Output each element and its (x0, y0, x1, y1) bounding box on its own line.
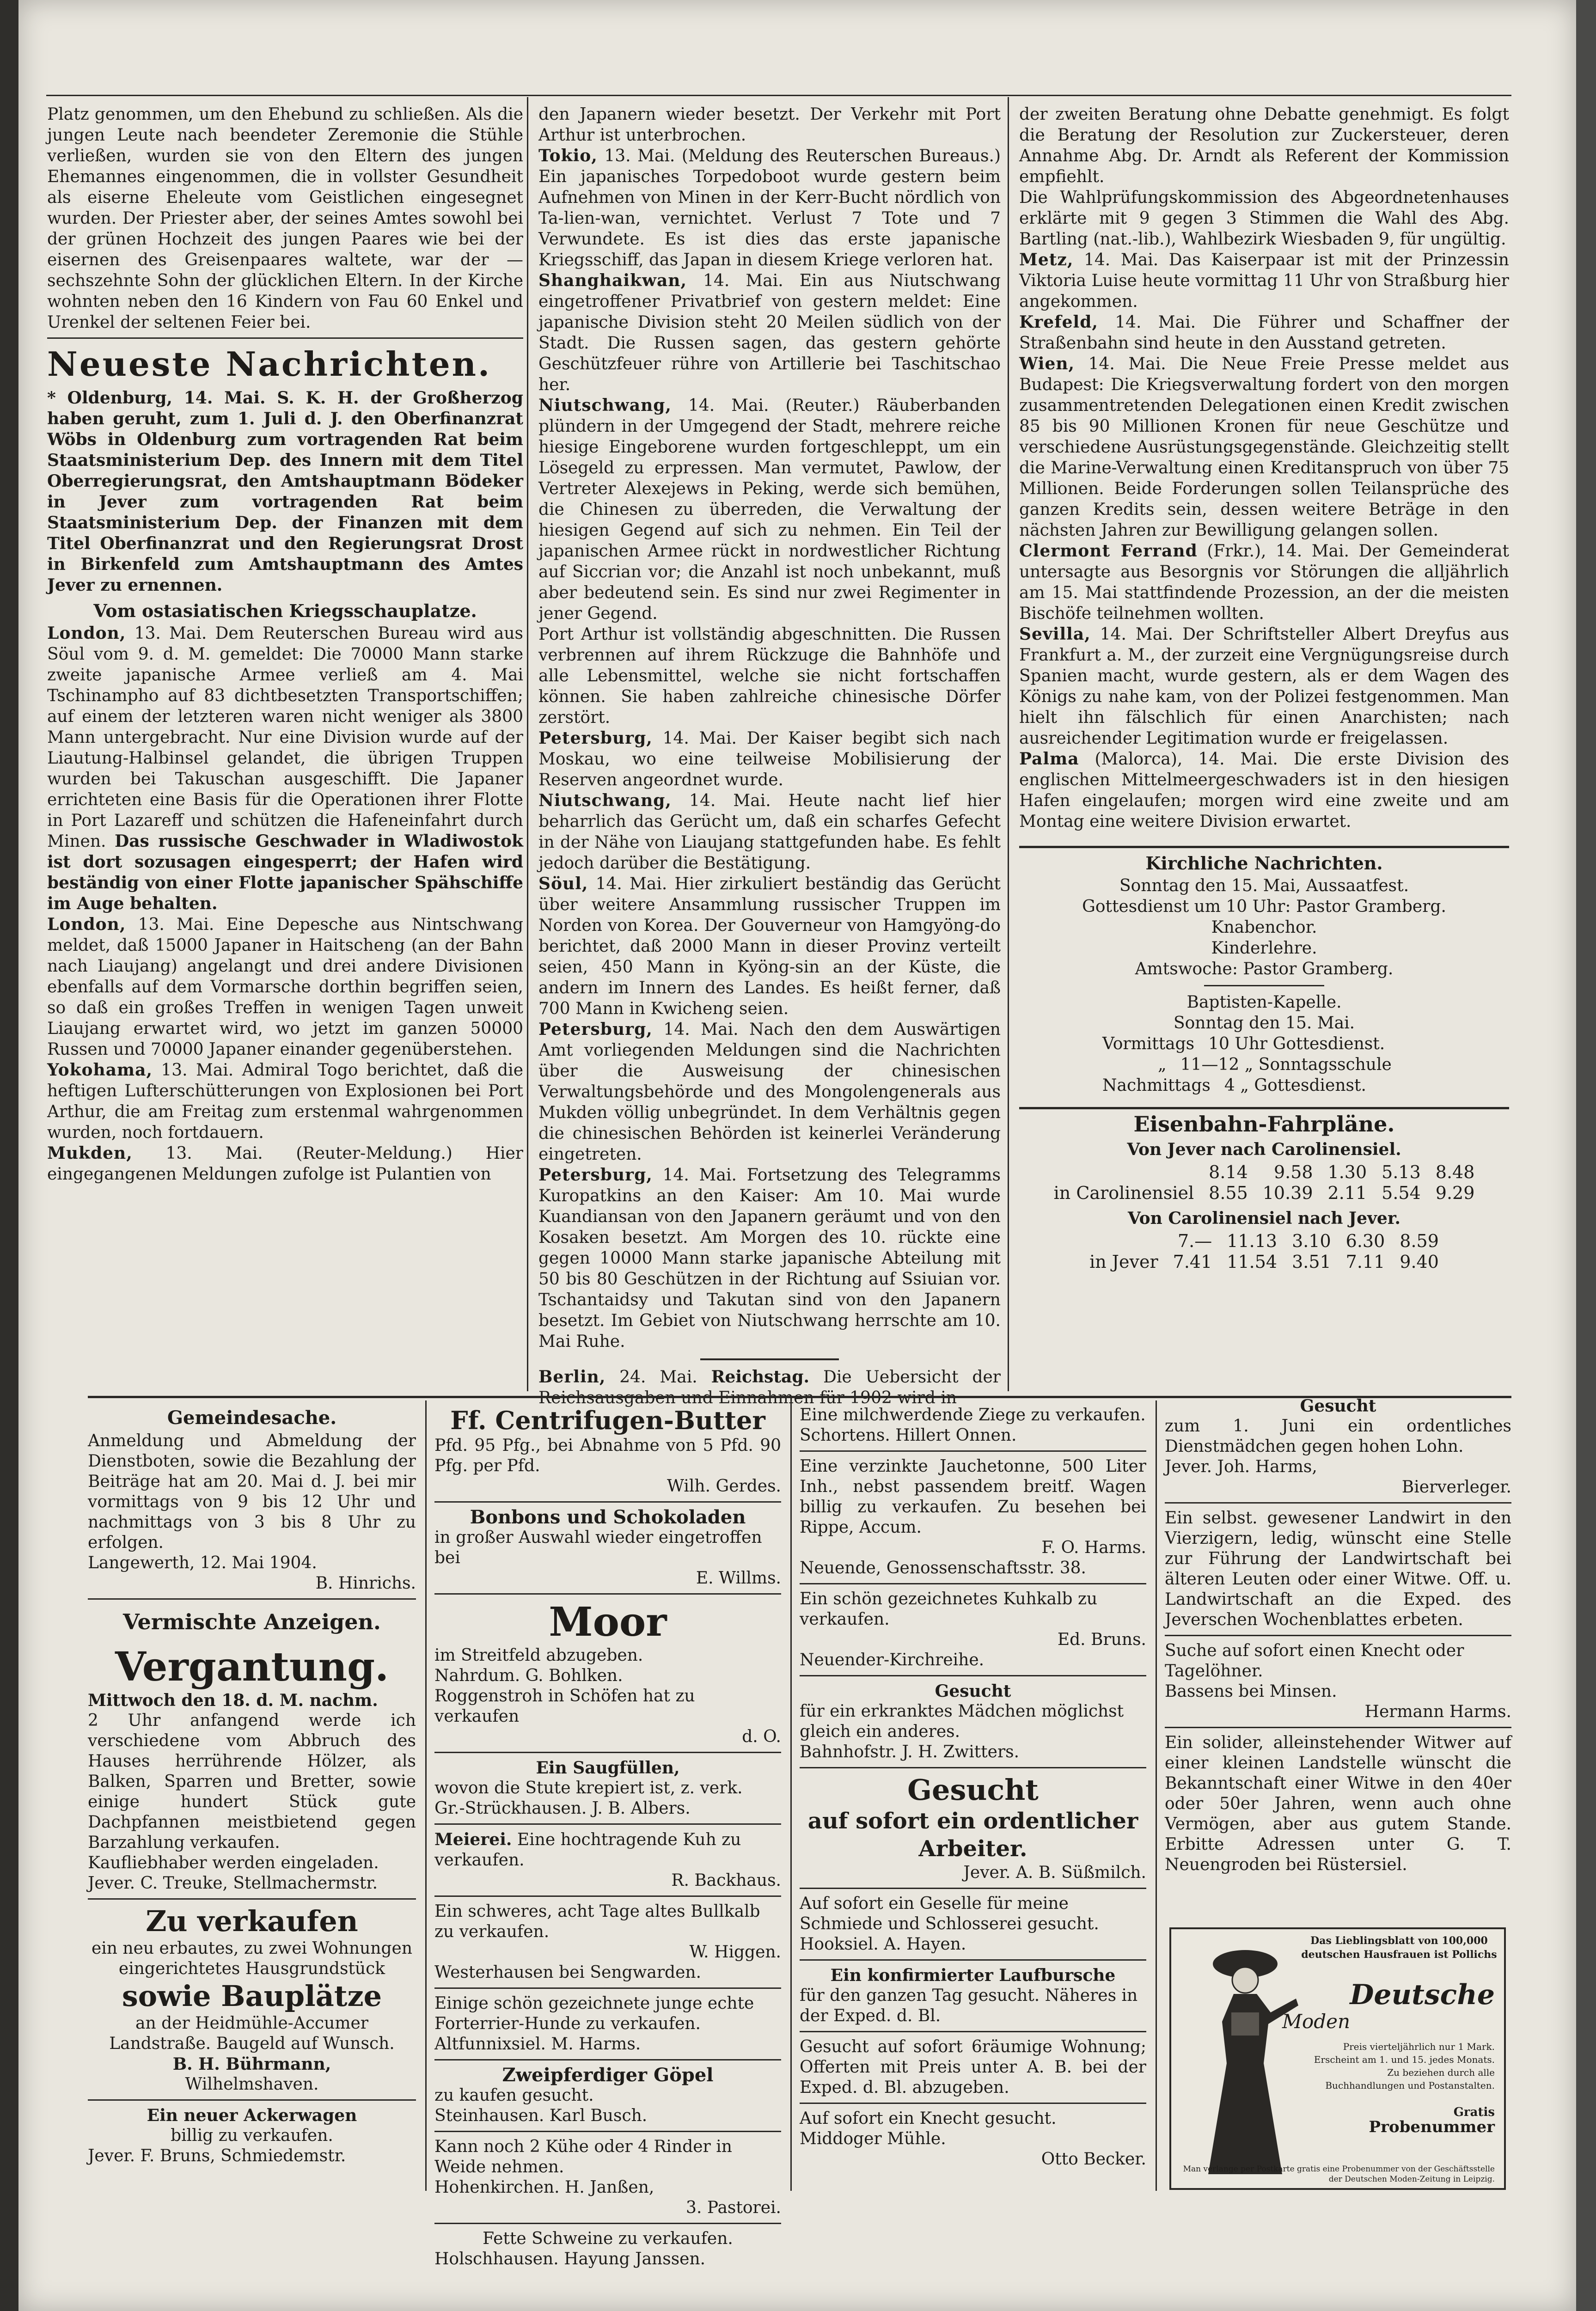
separator (800, 1767, 1146, 1768)
ad-body: im Streitfeld abzugeben. (434, 1646, 643, 1665)
timetable-row: 7.— 11.13 3.10 6.30 8.59 (1178, 1231, 1439, 1251)
separator (47, 337, 523, 339)
niutschwang-article-1: Niutschwang, 14. Mai. (Reuter.) Räuberbanden plündern in der Umgegend der Stadt, mehrere reiche hiesige Eingeborene wurden fortgeschleppt, um ein Lösegeld zu erpressen. Man vermutet, Pawlow, der Vertreter Alexejews in Peking, werde sich bemühen, die Chinesen zu überreden, die Verwaltung der hiesigen Gegend auf sich zu nehmen. Ein Teil der japanischen Armee rückt in nordwestlicher Richtung auf Siccrian vor; die Anzahl ist noch unbekannt, muß aber bedeutend sein. Es sind nur zwei Regimenter in jener Gegend. (538, 396, 1001, 623)
ads-column-c (800, 1405, 1146, 2170)
ad-body: zu kaufen gesucht. (434, 2086, 594, 2105)
ad-body: Gesucht auf sofort 6räumige Wohnung; Offerten mit Preis unter A. B. bei der Exped. d. Bl. abzugeben. (800, 2037, 1146, 2097)
ad-signature: Otto Becker. (1041, 2150, 1146, 2169)
london-article-1: London, 13. Mai. Dem Reuterschen Bureau wird aus Söul vom 9. d. M. gemeldet: Die 70000 Mann starke zweite japanische Armee verließ am 4. Mai Tschinampho auf 83 dichtbesetzten Transportschiffen; auf einem der letzteren waren nicht weniger als 3800 Mann untergebracht. Nur eine Division wurde auf der Liautung-Halbinsel gelandet, die übrigen Truppen wurden bei Takuschan ausgeschifft. Die Japaner errichteten eine Basis für die Operationen ihrer Flotte in Port Lazareff und schützen die Hafeneinfahrt durch Minen. Das russische Geschwader in Wladiwostok ist dort sozusagen eingesperrt; der Hafen wird beständig von einer Flotte japanischer Spähschiffe im Auge behalten. (47, 624, 523, 913)
timetable-row: 8.14 9.58 1.30 5.13 8.48 (1209, 1162, 1475, 1182)
separator (88, 2099, 416, 2101)
timetable-1 (1046, 1162, 1482, 1204)
ad-signature: Jever. A. B. Süßmilch. (963, 1863, 1146, 1882)
ads-rule-1 (425, 1400, 427, 2191)
church-line: Sonntag den 15. Mai, Aussaatfest. (1119, 876, 1409, 895)
ad-body: Suche auf sofort einen Knecht oder Tagelöhner. (1165, 1641, 1464, 1681)
ad-body: auf sofort ein ordentlicher Arbeiter. (807, 1808, 1138, 1862)
london-article-2: London, 13. Mai. Eine Depesche aus Nintschwang meldet, daß 15000 Japaner in Haitscheng (an der Bahn nach Liaujang) angelangt und drei andere Divisionen ebenfalls auf dem Vormarsche dorthin begriffen seien, so daß ein großes Treffen in wenigen Tagen unweit Liaujang erwartet wird, wo jetzt im ganzen 50000 Russen und 70000 Japaner einander gegenüberstehen. (47, 915, 523, 1059)
ad-title: Zu verkaufen (146, 1904, 358, 1938)
timetable-row: in Carolinensiel 8.55 10.39 2.11 5.54 9.29 (1053, 1183, 1475, 1203)
berlin-article: Berlin, 24. Mai. Reichstag. Die Uebersicht der (538, 1367, 1001, 1387)
ad-body: Eine milchwerdende Ziege zu verkaufen. (800, 1406, 1146, 1425)
ad-signature: R. Backhaus. (671, 1871, 781, 1890)
ad-signature: Altfunnixsiel. M. Harms. (434, 2035, 641, 2054)
ad-title: Gemeindesache. (167, 1407, 337, 1429)
ads-column-d (1165, 1396, 1511, 1875)
ad-title: Ein Saugfüllen, (536, 1758, 680, 1778)
ads-rule-3 (1156, 1400, 1157, 2191)
moden-gratis: Gratis Probenummer (1369, 2105, 1495, 2136)
ad-signature: Middoger Mühle. (800, 2129, 946, 2148)
separator (800, 1450, 1146, 1452)
ad-body: an der Heidmühle-Accumer Landstraße. Baugeld auf Wunsch. (109, 2014, 395, 2053)
column-3 (1019, 104, 1509, 1272)
ad-signature: Bahnhofstr. J. H. Zwitters. (800, 1742, 1020, 1761)
ads-rule-2 (790, 1400, 792, 2191)
ad-title: Zweipferdiger Göpel (502, 2064, 714, 2086)
separator (800, 2103, 1146, 2104)
ad-signature: E. Willms. (696, 1569, 781, 1588)
ad-body: Kann noch 2 Kühe oder 4 Rinder in Weide nehmen. (434, 2137, 732, 2176)
route-title: Von Carolinensiel nach Jever. (1127, 1209, 1401, 1228)
ad-body: Kaufliebhaber werden eingeladen. (88, 1853, 379, 1872)
timetable-2 (1082, 1231, 1446, 1272)
separator (88, 1898, 416, 1900)
ad-signature: Nahrdum. G. Bohlken. (434, 1666, 623, 1685)
railway-title: Eisenbahn-Fahrpläne. (1133, 1112, 1395, 1137)
ad-body: Roggenstroh in Schöfen hat zu verkaufen (434, 1687, 695, 1726)
route-title: Von Jever nach Carolinensiel. (1127, 1140, 1401, 1159)
subheading-war: Vom ostasiatischen Kriegsschauplatze. (93, 600, 477, 621)
church-line: Kinderlehre. (1211, 939, 1317, 958)
ad-body: für ein erkranktes Mädchen möglichst gleich ein anderes. (800, 1702, 1124, 1741)
separator (434, 1823, 781, 1825)
ad-signature: Jever. F. Bruns, Schmiedemstr. (88, 2146, 346, 2165)
ad-body: Ein selbst. gewesener Landwirt in den Vierzigern, ledig, wünscht eine Stelle zur Führung der Landwirtschaft bei älteren Leuten oder einer Witwe. Off. u. Landwirtschaft an die Exped. des Jeverschen Wochenblattes erbeten. (1165, 1509, 1511, 1629)
baptist-row: „ 11—12 „ Sonntagsschule (1158, 1055, 1392, 1074)
ad-body: Ein solider, alleinstehender Witwer auf einer kleinen Landstelle wünscht die Bekanntschaft einer Witwe in den 40er oder 50er Jahren, wenn auch ohne Vermögen, aber aus gutem Stande. Erbitte Adressen unter G. T. Neuengroden bei Rüstersiel. (1165, 1733, 1511, 1874)
ad-body: 2 Uhr anfangend werde ich verschiedene vom Abbruch des Hauses herrührende Hölzer, als Balken, Sparren und Bretter, sowie einige hundert Stück gute Dachpfannen meistbietend gegen Barzahlung verkaufen. (88, 1711, 416, 1852)
port-arthur-article: Port Arthur ist vollständig abgeschnitten. Die Russen verbrennen auf ihrem Rückzuge die Bahnhöfe und alle Lebensmittel, welche sie nicht fortschaffen können. Sie haben zahlreiche chinesische Dörfer zerstört. (538, 625, 1001, 727)
ad-signature: W. Higgen. (689, 1943, 781, 1962)
moden-title: Deutsche (1350, 1979, 1495, 2011)
palma-article: Palma (Malorca), 14. Mai. Die erste Division des englischen Mittelmeergeschwaders ist in den hiesigen Hafen eingelaufen; morgen wird eine zweite und am Montag eine weitere Division erwartet. (1019, 749, 1509, 831)
moden-tagline: Das Lieblingsblatt von 100,000 deutschen Hausfrauen ist Pollichs (1301, 1935, 1497, 1961)
separator (800, 1959, 1146, 1961)
ad-place: Westerhausen bei Sengwarden. (434, 1963, 702, 1982)
ad-signature: d. O. (742, 1727, 781, 1746)
separator (434, 1752, 781, 1753)
column-rule-2 (1008, 97, 1009, 1391)
separator (800, 1888, 1146, 1889)
column-rule-1 (527, 97, 528, 1391)
moden-footnote: Man verlange per Postkarte gratis eine Probenummer von der Geschäftsstelle der Deutschen Moden-Zeitung in Leipzig. (1183, 2164, 1495, 2184)
ad-title: Ff. Centrifugen-Butter (450, 1406, 765, 1435)
separator (1165, 1727, 1511, 1728)
ad-signature: Ed. Bruns. (1057, 1630, 1146, 1649)
ad-signature: Bierverleger. (1401, 1478, 1511, 1497)
binding-edge (0, 0, 18, 2311)
niutschwang-article-2: Niutschwang, 14. Mai. Heute nacht lief hier beharrlich das Gerücht um, daß ein scharfes Gefecht in der Nähe von Liaujang stattgefunden habe. Es fehlt jedoch darüber die Bestätigung. (538, 791, 1001, 873)
ad-signature: B. H. Bührmann, (172, 2054, 331, 2074)
baptist-row: Vormittags 10 Uhr Gottesdienst. (1102, 1034, 1385, 1053)
ad-signature: Jever. Joh. Harms, (1165, 1457, 1317, 1476)
wahlpruefung-article: Die Wahlprüfungskommission des Abgeordnetenhauses erklärte mit 9 gegen 3 Stimmen die Wahl des Abg. Bartling (nat.-lib.), Wahlbezirk Wiesbaden 9, für ungültig. (1019, 188, 1509, 249)
timetable-row: in Jever 7.41 11.54 3.51 7.11 9.40 (1089, 1252, 1439, 1272)
shanghaikwan-article: Shanghaikwan, 14. Mai. Ein aus Niutschwang eingetroffener Privatbrief von gestern meldet: Eine japanische Division steht 20 Meilen südlich von der Stadt. Die Russen sagen, das gestern gehörte Geschützfeuer rühre von Artillerie bei Taschitschao her. (538, 271, 1001, 394)
ad-body: in großer Auswahl wieder eingetroffen bei (434, 1528, 762, 1567)
metz-article: Metz, 14. Mai. Das Kaiserpaar ist mit der Prinzessin Viktoria Luise heute vormittag 11 Uhr von Straßburg hier angekommen. (1019, 250, 1509, 311)
ads-column-a (88, 1405, 416, 2166)
ad-place: Langewerth, 12. Mai 1904. (88, 1553, 317, 1572)
separator (434, 2131, 781, 2132)
section-headline: Neueste Nachrichten. (47, 344, 492, 384)
separator (434, 1987, 781, 1989)
ad-body: wovon die Stute krepiert ist, z. verk. (434, 1779, 743, 1797)
article-continued: den Japanern wieder besetzt. Der Verkehr mit Port Arthur ist unterbrochen. (538, 105, 1001, 145)
separator (800, 1675, 1146, 1676)
ad-signature: B. Hinrichs. (315, 1574, 416, 1593)
soul-article: Söul, 14. Mai. Hier zirkuliert beständig das Gerücht über weitere Ansammlung russischer Truppen im Norden von Korea. Der Gouverneur von Hamgyöng-do berichtet, daß 2000 Mann in dieser Provinz verteilt seien, 450 Mann in Kyöng-sin an der Küste, die andern im Innern des Landes. Es heißt ferner, daß 700 Mann in Kwicheng seien. (538, 874, 1001, 1018)
separator (434, 1895, 781, 1897)
petersburg-article-1: Petersburg, 14. Mai. Der Kaiser begibt sich nach Moskau, wo eine teilweise Mobilisierung der Reserven angeordnet wurde. (538, 728, 1001, 789)
petersburg-article-3: Petersburg, 14. Mai. Fortsetzung des Telegramms Kuropatkins an den Kaiser: Am 10. Mai wurde Kuandiansan von den Japanern geräumt und von den Kosaken besetzt. Am Morgen des 10. rückte eine gegen 10000 Mann starke japanische Abteilung mit 50 bis 80 Geschützen in der Richtung auf Ssiuian vor. Tschantaidsy und Takutan sind von den Japanern besetzt. Im Gebiet von Niutschwang herrschte am 10. Mai Ruhe. (538, 1165, 1001, 1351)
ad-title: Vermischte Anzeigen. (123, 1609, 381, 1634)
ad-signature: Wilhelmshaven. (185, 2075, 319, 2094)
ad-title: Moor (549, 1599, 667, 1645)
clermont-article: Clermont Ferrand (Frkr.), 14. Mai. Der Gemeinderat untersagte aus Besorgnis vor Störungen die alljährlich am 15. Mai stattfindende Prozession, an der die meisten Bischöfe teilnehmen wollten. (1019, 541, 1509, 623)
moden-advertisement (1169, 1927, 1506, 2190)
column-1 (47, 104, 523, 1185)
ad-title: Gesucht (935, 1681, 1011, 1701)
separator (434, 2059, 781, 2060)
ad-body: Ein schön gezeichnetes Kuhkalb zu verkaufen. (800, 1590, 1098, 1629)
mukden-article: Mukden, 13. Mai. (Reuter-Meldung.) Hier eingegangenen Meldungen zufolge ist Pulantien von (47, 1143, 523, 1184)
ad-place: Bassens bei Minsen. (1165, 1682, 1337, 1701)
ad-body: ein neu erbautes, zu zwei Wohnungen eingerichtetes Hausgrundstück (91, 1939, 413, 1978)
ad-body: Einige schön gezeichnete junge echte Forterrier-Hunde zu verkaufen. (434, 1994, 754, 2033)
ad-body: Pfd. 95 Pfg., bei Abnahme von 5 Pfd. 90 Pfg. per Pfd. (434, 1436, 781, 1475)
ad-body: für den ganzen Tag gesucht. Näheres in der Exped. d. Bl. (800, 1986, 1138, 2025)
ad-body: Auf sofort ein Geselle für meine Schmiede und Schlosserei gesucht. (800, 1894, 1099, 1933)
woman-illustration-icon (1190, 1943, 1301, 2179)
church-line: Knabenchor. (1211, 918, 1317, 937)
church-line: Amtswoche: Pastor Gramberg. (1135, 960, 1394, 978)
ad-place: Neuende, Genossenschaftsstr. 38. (800, 1559, 1086, 1577)
petersburg-article-2: Petersburg, 14. Mai. Nach den dem Auswärtigen Amt vorliegenden Meldungen sind die Nachrichten über die Ausweisung der chinesischen Verwaltungsbehörde und des Mongolengenerals aus Mukden völlig unbegründet. In dem Verhältnis gegen die chinesischen Behörden ist keinerlei Veränderung eingetreten. (538, 1020, 1001, 1164)
church-line: Gottesdienst um 10 Uhr: Pastor Gramberg. (1082, 897, 1446, 916)
ads-column-b (434, 1405, 781, 2269)
sevilla-article: Sevilla, 14. Mai. Der Schriftsteller Albert Dreyfus aus Frankfurt a. M., der zurzeit eine Vergnügungsreise durch Spanien macht, wurde gestern, als er dem Wagen des Königs zu nahe kam, von der Polizei festgenommen. Man hielt ihn fälschlich für einen Anarchisten; nach ausreichender Legitimation wurde er freigelassen. (1019, 624, 1509, 748)
ad-title: Ein konfirmierter Laufbursche (830, 1966, 1116, 1985)
yokohama-article: Yokohama, 13. Mai. Admiral Togo berichtet, daß die heftigen Lufterschütterungen von Explosionen bei Port Arthur, die am Freitag zum erstenmal wahrgenommen wurden, noch fortdauern. (47, 1060, 523, 1142)
newspaper-page (18, 0, 1576, 2311)
separator (1165, 1502, 1511, 1504)
separator (800, 1583, 1146, 1584)
ad-body: Eine verzinkte Jauchetonne, 500 Liter Inh., nebst passendem breitf. Wagen billig zu verkaufen. Zu besehen bei Rippe, Accum. (800, 1457, 1146, 1537)
moden-info: Preis vierteljährlich nur 1 Mark. Erscheint am 1. und 15. jedes Monats. Zu beziehen durch alle Buchhandlungen und Postanstalten. (1314, 2041, 1495, 2091)
ad-signature: 3. Pastorei. (686, 2198, 781, 2217)
separator (88, 1598, 416, 1600)
ad-place: Neuender-Kirchreihe. (800, 1651, 985, 1669)
ad-title: Gesucht (907, 1773, 1039, 1807)
baptist-title: Baptisten-Kapelle. (1186, 993, 1342, 1012)
separator (1019, 1107, 1509, 1109)
ad-signature: Holschhausen. Hayung Janssen. (434, 2250, 706, 2268)
ad-title: Vergantung. (115, 1644, 389, 1690)
ad-body: zum 1. Juni ein ordentliches Dienstmädchen gegen hohen Lohn. (1165, 1417, 1511, 1456)
short-rule (1204, 985, 1324, 986)
church-news-title: Kirchliche Nachrichten. (1145, 853, 1383, 874)
ad-signature: Hooksiel. A. Hayen. (800, 1935, 966, 1954)
top-rule (46, 95, 1511, 96)
ad-body: Fette Schweine zu verkaufen. (483, 2229, 733, 2248)
separator (434, 2223, 781, 2224)
ad-body: Meierei. Eine hochtragende Kuh zu verkaufen. (434, 1830, 741, 1870)
reichstag-continued: der zweiten Beratung ohne Debatte genehmigt. Es folgt die Beratung der Resolution zur Zuckersteuer, deren Annahme Abg. Dr. Arndt als Referent der Kommission empfiehlt. (1019, 105, 1509, 186)
oldenburg-article: * Oldenburg, 14. Mai. S. K. H. der Großherzog haben geruht, zum 1. Juli d. J. den Oberfinanzrat Wöbs in Oldenburg zum vortragenden Rat beim Staatsministerium Dep. des Innern mit dem Titel Oberregierungsrat, den Amtshauptmann Bödeker in Jever zum vortragenden Rat beim Staatsministerium Dep. der Finanzen mit dem Titel Oberfinanzrat und den Regierungsrat Drost in Birkenfeld zum Amtshauptmann des Amtes Jever zu ernennen. (47, 388, 523, 595)
ad-date: Mittwoch den 18. d. M. nachm. (88, 1691, 378, 1710)
separator (434, 1593, 781, 1595)
ad-signature: Hohenkirchen. H. Janßen, (434, 2178, 654, 2197)
ad-signature: Steinhausen. Karl Busch. (434, 2106, 648, 2125)
baptist-line: Sonntag den 15. Mai. (1173, 1014, 1355, 1033)
separator (1165, 1635, 1511, 1636)
ad-body: Ein schweres, acht Tage altes Bullkalb zu verkaufen. (434, 1902, 760, 1941)
ad-body: Auf sofort ein Knecht gesucht. (800, 2109, 1057, 2128)
ad-title: Gesucht (1300, 1396, 1376, 1416)
ad-signature: Wilh. Gerdes. (667, 1477, 781, 1496)
ad-signature: Schortens. Hillert Onnen. (800, 1426, 1017, 1445)
ad-signature: Gr.-Strückhausen. J. B. Albers. (434, 1799, 691, 1818)
ad-title: Bonbons und Schokoladen (470, 1506, 746, 1528)
wien-article: Wien, 14. Mai. Die Neue Freie Presse meldet aus Budapest: Die Kriegsverwaltung fordert von den morgen zusammentretenden Delegationen einen Kredit zwischen 85 bis 90 Millionen Kronen für neue Geschütze und verschiedene Ausrüstungsgegenstände. Gleichzeitig stellt die Marine-Verwaltung einen Kreditanspruch von über 75 Millionen. Beide Forderungen sollen Teilansprüche des ganzen Kredits sein, dessen weitere Beträge in den nächsten Jahren zur Bewilligung gelangen sollen. (1019, 354, 1509, 540)
ad-signature: Hermann Harms. (1364, 1702, 1511, 1721)
short-rule (700, 1358, 839, 1360)
tokio-article: Tokio, 13. Mai. (Meldung des Reuterschen Bureaus.) Ein japanisches Torpedoboot wurde gestern beim Aufnehmen von Minen in der Kerr-Bucht nördlich von Ta-lien-wan, vernichtet. Verlust 7 Tote und 7 Verwundete. Es ist dies das erste japanische Kriegsschiff, das Japan in diesem Kriege verloren hat. (538, 146, 1001, 269)
separator (1019, 846, 1509, 848)
ad-title: Ein neuer Ackerwagen (147, 2106, 357, 2125)
baptist-row: Nachmittags 4 „ Gottesdienst. (1102, 1076, 1366, 1095)
intro-article: Platz genommen, um den Ehebund zu schließen. Als die jungen Leute nach beendeter Zeremonie die Stühle verließen, wurden sie von den Eltern des jungen Ehemannes eingenommen, die in vollster Gesundheit als eiserne Eheleute vom Geistlichen eingesegnet wurden. Der Priester aber, der seines Amtes sowohl bei der grünen Hochzeit des jungen Paares wie bei der eisernen des Greisenpaares waltete, war der — sechszehnte Sohn der glücklichen Eltern. In der Kirche wohnten neben den 16 Kindern von Fau 60 Enkel und Urenkel der seltenen Feier bei. (47, 105, 523, 332)
ad-signature: Jever. C. Treuke, Stellmachermstr. (88, 1874, 378, 1893)
krefeld-article: Krefeld, 14. Mai. Die Führer und Schaffner der Straßenbahn sind heute in den Ausstand getreten. (1019, 312, 1509, 353)
separator (800, 2031, 1146, 2032)
ad-body: billig zu verkaufen. (171, 2126, 333, 2145)
separator (434, 1501, 781, 1503)
ad-title: sowie Bauplätze (122, 1979, 382, 2013)
ad-body: Anmeldung und Abmeldung der Dienstboten, sowie die Bezahlung der Beiträge hat am 20. Mai d. J. bei mir vormittags von 9 bis 12 Uhr und nachmittags von 3 bis 8 Uhr zu erfolgen. (88, 1431, 416, 1552)
moden-subtitle: Moden (1282, 2010, 1351, 2033)
ad-signature: F. O. Harms. (1041, 1538, 1146, 1557)
column-2 (538, 104, 1001, 1408)
